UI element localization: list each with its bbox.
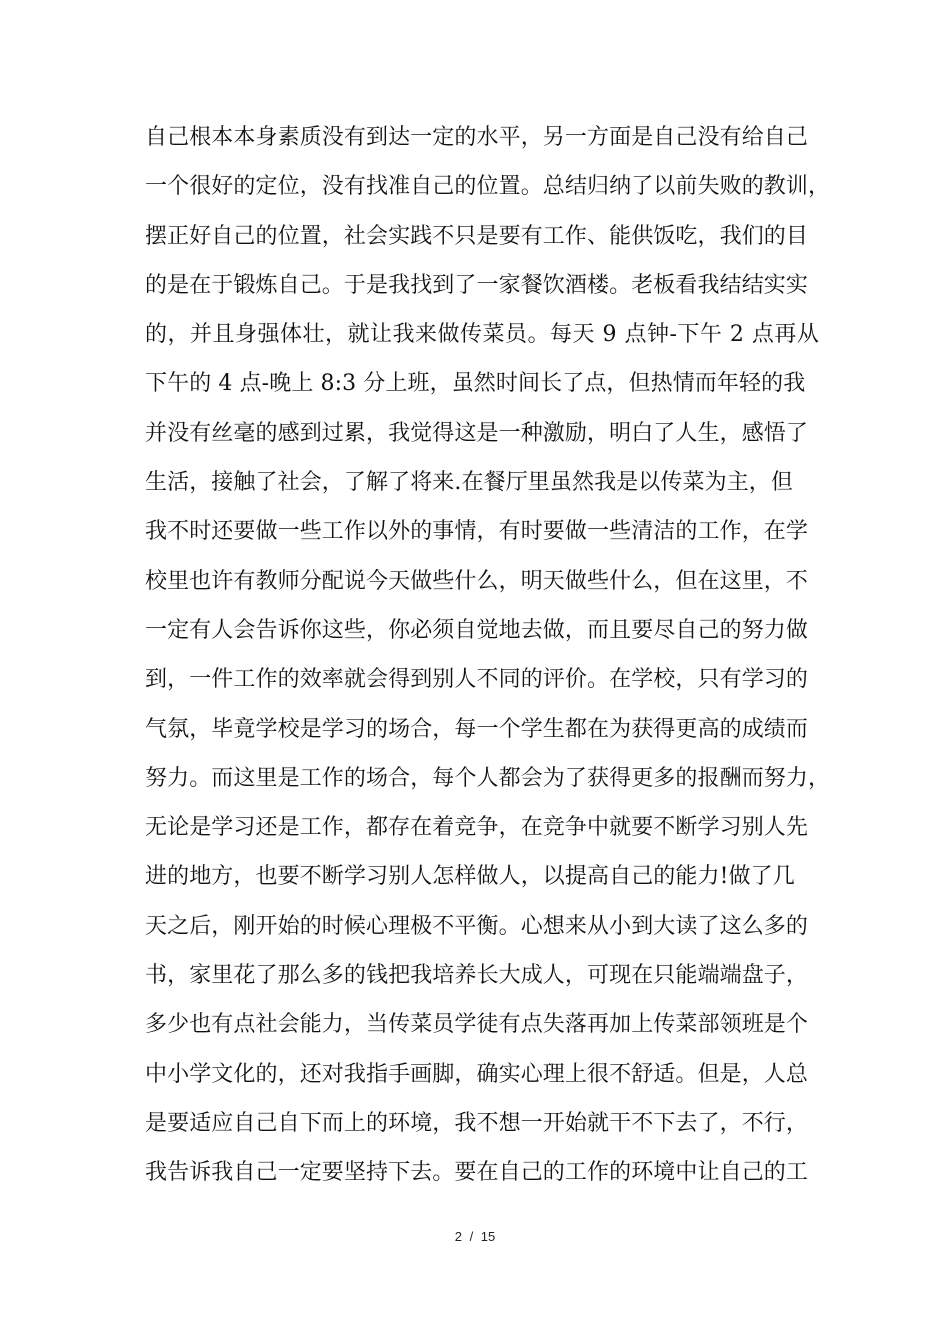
text-line: 摆正好自己的位置，社会实践不只是要有工作、能供饭吃，我们的目	[145, 223, 809, 249]
text-line: 自己根本本身素质没有到达一定的水平，另一方面是自己没有给自己	[145, 125, 809, 150]
text-line: 一个很好的定位，没有找准自己的位置。总结归纳了以前失败的教训，	[145, 174, 831, 200]
text-line: 并没有丝毫的感到过累，我觉得这是一种激励，明白了人生，感悟了	[145, 420, 809, 446]
text-line: 生活，接触了社会，了解了将来.在餐厅里虽然我是以传菜为主，但	[145, 470, 793, 496]
text-line: 气氛，毕竟学校是学习的场合，每一个学生都在为获得更高的成绩而	[145, 716, 809, 742]
text-line: 下午的 4 点-晚上 8:3 分上班，虽然时间长了点，但热情而年轻的我	[145, 371, 806, 397]
text-line: 的，并且身强体壮，就让我来做传菜员。每天 9 点钟-下午 2 点再从	[145, 322, 820, 348]
text-line: 我不时还要做一些工作以外的事情，有时要做一些清洁的工作，在学	[145, 519, 809, 545]
text-line: 天之后，刚开始的时候心理极不平衡。心想来从小到大读了这么多的	[145, 913, 809, 939]
page-number: 2 / 15	[454, 1229, 496, 1244]
text-line: 我告诉我自己一定要坚持下去。要在自己的工作的环境中让自己的工	[145, 1160, 809, 1186]
text-line: 是要适应自己自下而上的环境，我不想一开始就干不下去了，不行，	[145, 1110, 809, 1136]
text-line: 进的地方，也要不断学习别人怎样做人，以提高自己的能力!做了几	[145, 864, 795, 890]
text-line: 努力。而这里是工作的场合，每个人都会为了获得更多的报酬而努力，	[145, 765, 831, 791]
text-line: 中小学文化的，还对我指手画脚，确实心理上很不舒适。但是，人总	[145, 1061, 809, 1087]
text-line: 多少也有点社会能力，当传菜员学徒有点失落再加上传菜部领班是个	[145, 1012, 809, 1038]
text-line: 校里也许有教师分配说今天做些什么，明天做些什么，但在这里，不	[145, 568, 809, 594]
body-text	[145, 113, 831, 1198]
text-line: 的是在于锻炼自己。于是我找到了一家餐饮酒楼。老板看我结结实实	[145, 272, 809, 298]
text-line: 到，一件工作的效率就会得到别人不同的评价。在学校，只有学习的	[145, 667, 809, 693]
text-line: 书，家里花了那么多的钱把我培养长大成人，可现在只能端端盘子，	[145, 963, 809, 989]
text-line: 一定有人会告诉你这些，你必须自觉地去做，而且要尽自己的努力做	[145, 617, 809, 643]
text-line: 无论是学习还是工作，都存在着竞争，在竞争中就要不断学习别人先	[145, 815, 809, 841]
